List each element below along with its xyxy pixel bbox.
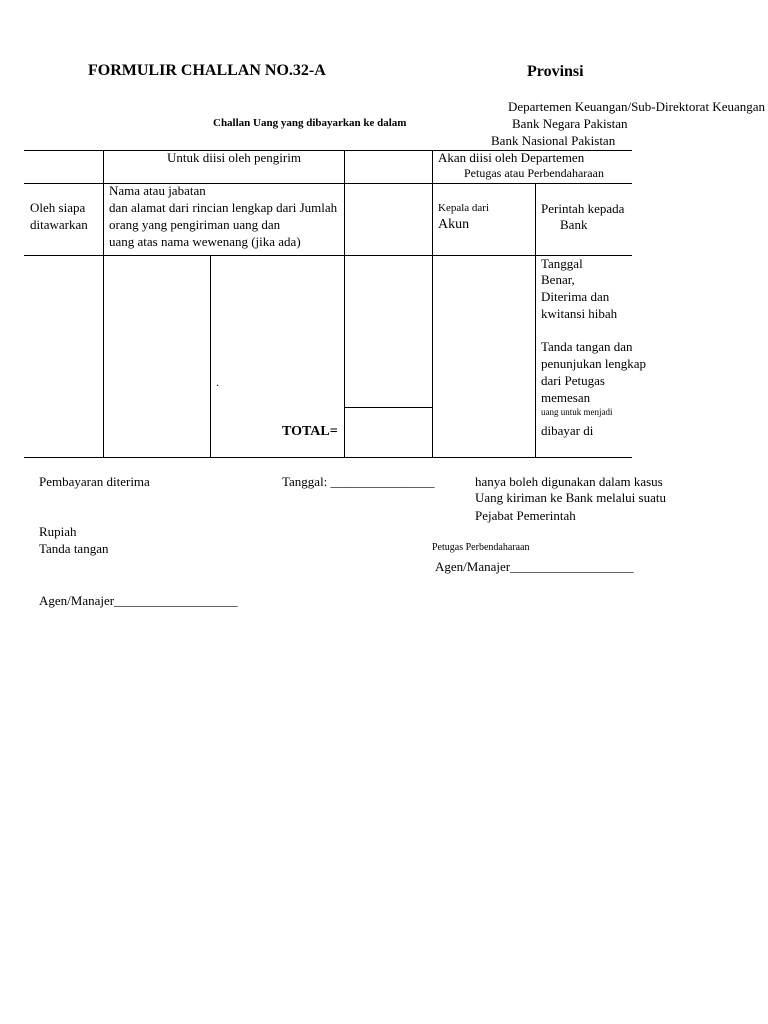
signature-label: Tanda tangan bbox=[39, 541, 109, 556]
col-divider-2 bbox=[210, 255, 211, 457]
bank-line-2: Bank Nasional Pakistan bbox=[491, 133, 616, 148]
agent-manager-right[interactable]: Agen/Manajer___________________ bbox=[435, 559, 634, 574]
footer-note-1: hanya boleh digunakan dalam kasus bbox=[475, 474, 663, 489]
note-signature: Tanda tangan dan bbox=[541, 339, 633, 354]
payment-received: Pembayaran diterima bbox=[39, 474, 150, 489]
treasury-officer: Petugas Perbendaharaan bbox=[432, 542, 530, 553]
note-officer: dari Petugas bbox=[541, 373, 605, 388]
sender-header: Untuk diisi oleh pengirim bbox=[167, 150, 301, 165]
name-col-1: Nama atau jabatan bbox=[109, 183, 206, 198]
bank-line-1: Bank Negara Pakistan bbox=[512, 116, 628, 131]
note-correct: Benar, bbox=[541, 272, 575, 287]
offered-by-2: ditawarkan bbox=[30, 217, 88, 232]
total-line bbox=[344, 407, 432, 408]
challan-subtitle: Challan Uang yang dibayarkan ke dalam bbox=[213, 117, 407, 129]
date-field[interactable]: Tanggal: ________________ bbox=[282, 474, 435, 489]
note-receipt: kwitansi hibah bbox=[541, 306, 618, 321]
form-title: FORMULIR CHALLAN NO.32-A bbox=[88, 62, 326, 79]
col-divider-3 bbox=[344, 150, 345, 457]
agent-manager-left[interactable]: Agen/Manajer___________________ bbox=[39, 593, 238, 608]
note-paid-at: dibayar di bbox=[541, 423, 594, 438]
head-of-account-2: Akun bbox=[438, 217, 470, 232]
note-money: uang untuk menjadi bbox=[541, 407, 613, 417]
col-divider-5 bbox=[535, 183, 536, 457]
dept-line: Departemen Keuangan/Sub-Direktorat Keuangan bbox=[508, 99, 766, 114]
name-col-3: orang yang pengiriman uang dan bbox=[109, 217, 281, 232]
col-divider-4 bbox=[432, 150, 433, 457]
head-of-account-1: Kepala dari bbox=[438, 202, 489, 214]
order-to-bank-1: Perintah kepada bbox=[541, 201, 625, 216]
note-ordering: memesan bbox=[541, 390, 591, 405]
name-col-4: uang atas nama wewenang (jika ada) bbox=[109, 234, 301, 249]
province-label: Provinsi bbox=[527, 63, 584, 80]
footer-note-2: Uang kiriman ke Bank melalui suatu bbox=[475, 490, 666, 505]
dept-header-1: Akan diisi oleh Departemen bbox=[438, 150, 585, 165]
rupiah-label: Rupiah bbox=[39, 524, 77, 539]
name-col-2: dan alamat dari rincian lengkap dari Jumlah bbox=[109, 200, 338, 215]
note-date: Tanggal bbox=[541, 256, 583, 271]
note-received: Diterima dan bbox=[541, 289, 610, 304]
footer-note-3: Pejabat Pemerintah bbox=[475, 508, 576, 523]
note-designation: penunjukan lengkap bbox=[541, 356, 647, 371]
body-dot: . bbox=[216, 375, 219, 389]
total-label: TOTAL= bbox=[282, 424, 338, 439]
col-divider-1 bbox=[103, 150, 104, 457]
offered-by-1: Oleh siapa bbox=[30, 200, 86, 215]
dept-header-2: Petugas atau Perbendaharaan bbox=[464, 166, 604, 180]
order-to-bank-2: Bank bbox=[560, 217, 588, 232]
table-line-bottom bbox=[24, 457, 632, 458]
